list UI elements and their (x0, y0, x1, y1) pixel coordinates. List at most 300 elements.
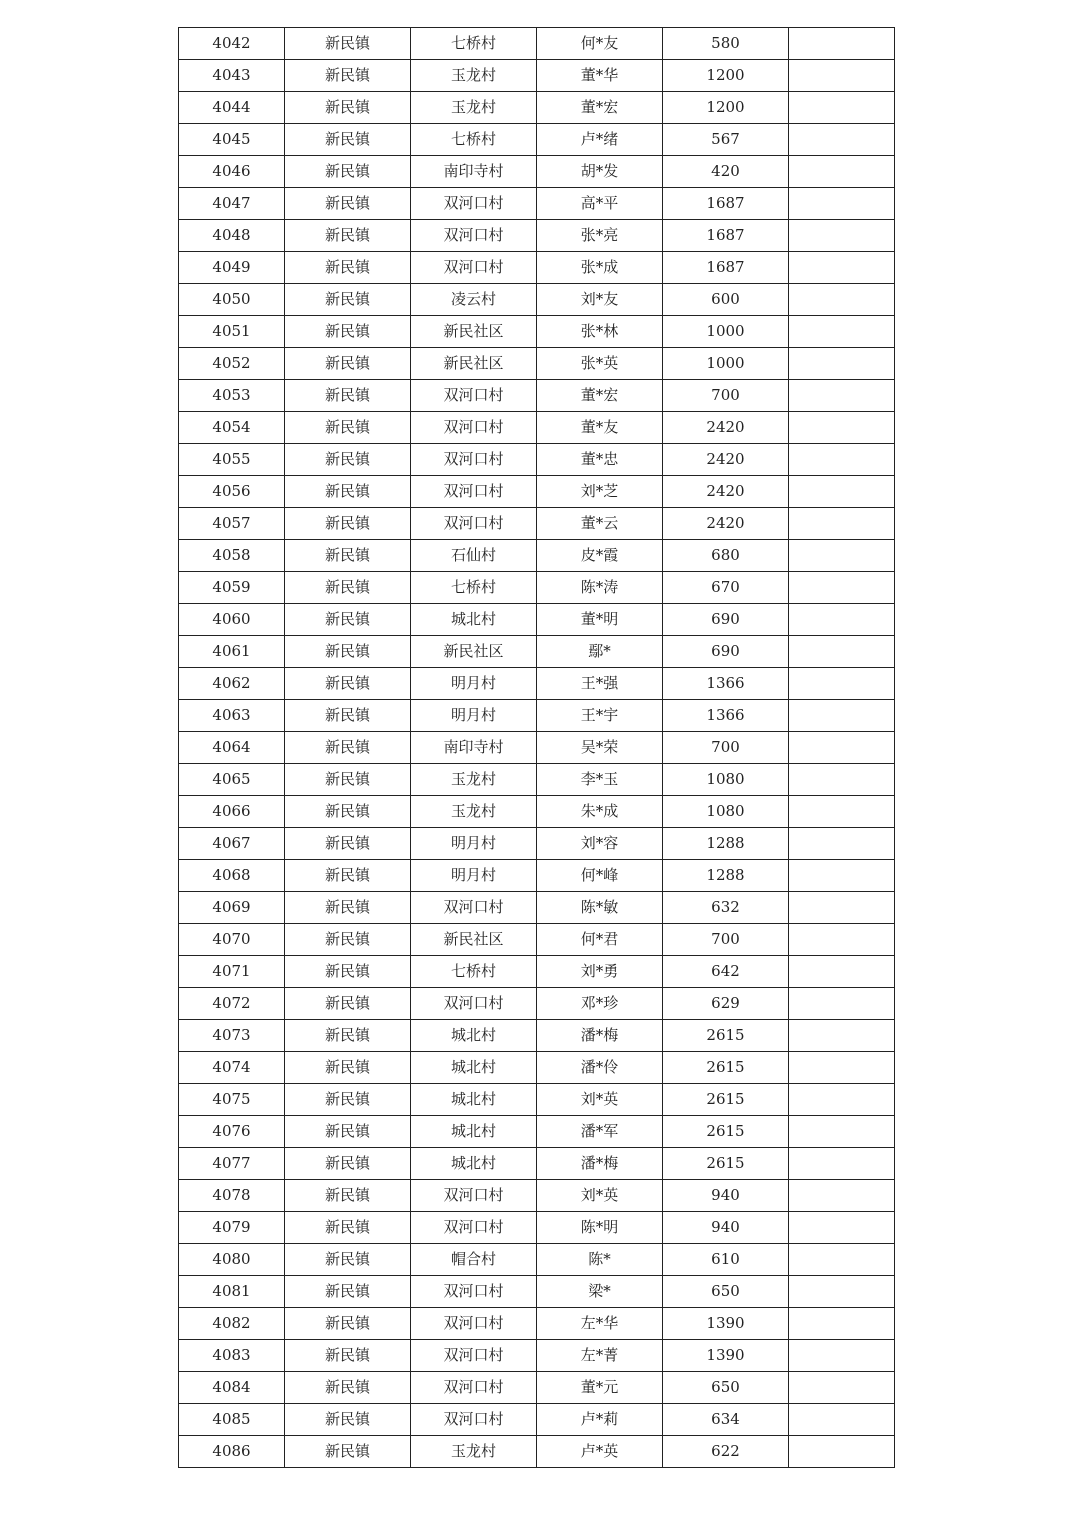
serial-number-cell: 4069 (179, 892, 285, 924)
village-cell: 石仙村 (411, 540, 537, 572)
table-row (179, 604, 895, 636)
amount-cell: 670 (663, 572, 789, 604)
village-cell: 新民社区 (411, 348, 537, 380)
serial-number-cell: 4082 (179, 1308, 285, 1340)
town-cell: 新民镇 (285, 156, 411, 188)
remark-cell (789, 380, 895, 412)
village-cell: 双河口村 (411, 988, 537, 1020)
name-cell: 何*友 (537, 28, 663, 60)
remark-cell (789, 1084, 895, 1116)
village-cell: 南印寺村 (411, 732, 537, 764)
amount-cell: 1687 (663, 188, 789, 220)
village-cell: 双河口村 (411, 508, 537, 540)
village-cell: 双河口村 (411, 220, 537, 252)
town-cell: 新民镇 (285, 92, 411, 124)
name-cell: 董*云 (537, 508, 663, 540)
remark-cell (789, 284, 895, 316)
town-cell: 新民镇 (285, 668, 411, 700)
village-cell: 城北村 (411, 1116, 537, 1148)
serial-number-cell: 4084 (179, 1372, 285, 1404)
amount-cell: 2615 (663, 1116, 789, 1148)
village-cell: 玉龙村 (411, 92, 537, 124)
table-row (179, 60, 895, 92)
name-cell: 刘*英 (537, 1180, 663, 1212)
serial-number-cell: 4051 (179, 316, 285, 348)
town-cell: 新民镇 (285, 1084, 411, 1116)
amount-cell: 634 (663, 1404, 789, 1436)
serial-number-cell: 4083 (179, 1340, 285, 1372)
remark-cell (789, 1436, 895, 1468)
serial-number-cell: 4050 (179, 284, 285, 316)
remark-cell (789, 924, 895, 956)
serial-number-cell: 4059 (179, 572, 285, 604)
village-cell: 明月村 (411, 860, 537, 892)
town-cell: 新民镇 (285, 828, 411, 860)
town-cell: 新民镇 (285, 1308, 411, 1340)
name-cell: 董*华 (537, 60, 663, 92)
table-row (179, 316, 895, 348)
table-row (179, 1372, 895, 1404)
name-cell: 潘*梅 (537, 1020, 663, 1052)
name-cell: 刘*友 (537, 284, 663, 316)
name-cell: 鄢* (537, 636, 663, 668)
village-cell: 新民社区 (411, 636, 537, 668)
table-row (179, 1276, 895, 1308)
serial-number-cell: 4060 (179, 604, 285, 636)
serial-number-cell: 4057 (179, 508, 285, 540)
name-cell: 张*亮 (537, 220, 663, 252)
remark-cell (789, 156, 895, 188)
table-row (179, 1180, 895, 1212)
amount-cell: 2615 (663, 1020, 789, 1052)
remark-cell (789, 1180, 895, 1212)
village-cell: 凌云村 (411, 284, 537, 316)
amount-cell: 1080 (663, 796, 789, 828)
amount-cell: 700 (663, 924, 789, 956)
remark-cell (789, 540, 895, 572)
village-cell: 双河口村 (411, 444, 537, 476)
town-cell: 新民镇 (285, 508, 411, 540)
table-row (179, 1148, 895, 1180)
amount-cell: 2420 (663, 508, 789, 540)
table-row (179, 92, 895, 124)
table-row (179, 444, 895, 476)
serial-number-cell: 4064 (179, 732, 285, 764)
serial-number-cell: 4044 (179, 92, 285, 124)
remark-cell (789, 220, 895, 252)
name-cell: 刘*勇 (537, 956, 663, 988)
table-row (179, 28, 895, 60)
name-cell: 何*君 (537, 924, 663, 956)
name-cell: 何*峰 (537, 860, 663, 892)
amount-cell: 690 (663, 636, 789, 668)
serial-number-cell: 4085 (179, 1404, 285, 1436)
remark-cell (789, 188, 895, 220)
remark-cell (789, 444, 895, 476)
amount-cell: 690 (663, 604, 789, 636)
table-row (179, 668, 895, 700)
table-row (179, 764, 895, 796)
town-cell: 新民镇 (285, 380, 411, 412)
serial-number-cell: 4079 (179, 1212, 285, 1244)
village-cell: 七桥村 (411, 28, 537, 60)
serial-number-cell: 4077 (179, 1148, 285, 1180)
amount-cell: 1000 (663, 316, 789, 348)
village-cell: 双河口村 (411, 188, 537, 220)
name-cell: 潘*梅 (537, 1148, 663, 1180)
table-row (179, 860, 895, 892)
village-cell: 七桥村 (411, 956, 537, 988)
amount-cell: 1366 (663, 668, 789, 700)
amount-cell: 629 (663, 988, 789, 1020)
town-cell: 新民镇 (285, 796, 411, 828)
remark-cell (789, 892, 895, 924)
serial-number-cell: 4061 (179, 636, 285, 668)
table-row (179, 252, 895, 284)
amount-cell: 1687 (663, 220, 789, 252)
serial-number-cell: 4047 (179, 188, 285, 220)
serial-number-cell: 4046 (179, 156, 285, 188)
table-row (179, 1404, 895, 1436)
town-cell: 新民镇 (285, 1372, 411, 1404)
remark-cell (789, 1116, 895, 1148)
remark-cell (789, 1276, 895, 1308)
name-cell: 梁* (537, 1276, 663, 1308)
serial-number-cell: 4063 (179, 700, 285, 732)
amount-cell: 420 (663, 156, 789, 188)
town-cell: 新民镇 (285, 540, 411, 572)
table-body (179, 28, 895, 1468)
serial-number-cell: 4052 (179, 348, 285, 380)
name-cell: 刘*芝 (537, 476, 663, 508)
table-row (179, 828, 895, 860)
village-cell: 玉龙村 (411, 60, 537, 92)
remark-cell (789, 28, 895, 60)
amount-cell: 642 (663, 956, 789, 988)
name-cell: 董*宏 (537, 380, 663, 412)
name-cell: 皮*霞 (537, 540, 663, 572)
town-cell: 新民镇 (285, 28, 411, 60)
village-cell: 七桥村 (411, 124, 537, 156)
name-cell: 陈*涛 (537, 572, 663, 604)
village-cell: 双河口村 (411, 892, 537, 924)
village-cell: 双河口村 (411, 1180, 537, 1212)
town-cell: 新民镇 (285, 412, 411, 444)
amount-cell: 622 (663, 1436, 789, 1468)
name-cell: 李*玉 (537, 764, 663, 796)
remark-cell (789, 508, 895, 540)
remark-cell (789, 124, 895, 156)
amount-cell: 1390 (663, 1340, 789, 1372)
table-row (179, 1020, 895, 1052)
remark-cell (789, 796, 895, 828)
amount-cell: 600 (663, 284, 789, 316)
village-cell: 城北村 (411, 1148, 537, 1180)
amount-cell: 2615 (663, 1052, 789, 1084)
remark-cell (789, 956, 895, 988)
remark-cell (789, 412, 895, 444)
remark-cell (789, 860, 895, 892)
amount-cell: 610 (663, 1244, 789, 1276)
remark-cell (789, 1404, 895, 1436)
serial-number-cell: 4081 (179, 1276, 285, 1308)
village-cell: 明月村 (411, 828, 537, 860)
town-cell: 新民镇 (285, 1436, 411, 1468)
table-row (179, 412, 895, 444)
serial-number-cell: 4080 (179, 1244, 285, 1276)
town-cell: 新民镇 (285, 1212, 411, 1244)
village-cell: 城北村 (411, 1052, 537, 1084)
village-cell: 城北村 (411, 1020, 537, 1052)
name-cell: 刘*容 (537, 828, 663, 860)
table-row (179, 572, 895, 604)
serial-number-cell: 4065 (179, 764, 285, 796)
serial-number-cell: 4071 (179, 956, 285, 988)
serial-number-cell: 4068 (179, 860, 285, 892)
town-cell: 新民镇 (285, 316, 411, 348)
name-cell: 潘*军 (537, 1116, 663, 1148)
serial-number-cell: 4076 (179, 1116, 285, 1148)
serial-number-cell: 4086 (179, 1436, 285, 1468)
table-row (179, 988, 895, 1020)
remark-cell (789, 1340, 895, 1372)
village-cell: 双河口村 (411, 1372, 537, 1404)
table-row (179, 1116, 895, 1148)
table-row (179, 476, 895, 508)
amount-cell: 700 (663, 380, 789, 412)
name-cell: 吴*荣 (537, 732, 663, 764)
town-cell: 新民镇 (285, 700, 411, 732)
remark-cell (789, 1148, 895, 1180)
remark-cell (789, 1372, 895, 1404)
amount-cell: 700 (663, 732, 789, 764)
name-cell: 张*林 (537, 316, 663, 348)
village-cell: 明月村 (411, 668, 537, 700)
amount-cell: 1390 (663, 1308, 789, 1340)
table-row (179, 1052, 895, 1084)
table-row (179, 892, 895, 924)
village-cell: 双河口村 (411, 1340, 537, 1372)
remark-cell (789, 1308, 895, 1340)
village-cell: 明月村 (411, 700, 537, 732)
table-row (179, 636, 895, 668)
serial-number-cell: 4053 (179, 380, 285, 412)
village-cell: 城北村 (411, 1084, 537, 1116)
village-cell: 双河口村 (411, 1308, 537, 1340)
town-cell: 新民镇 (285, 732, 411, 764)
table-row (179, 796, 895, 828)
town-cell: 新民镇 (285, 188, 411, 220)
town-cell: 新民镇 (285, 764, 411, 796)
name-cell: 邓*珍 (537, 988, 663, 1020)
name-cell: 张*英 (537, 348, 663, 380)
town-cell: 新民镇 (285, 1244, 411, 1276)
name-cell: 董*忠 (537, 444, 663, 476)
name-cell: 卢*莉 (537, 1404, 663, 1436)
town-cell: 新民镇 (285, 1404, 411, 1436)
name-cell: 陈*明 (537, 1212, 663, 1244)
name-cell: 胡*发 (537, 156, 663, 188)
table-row (179, 540, 895, 572)
table-row (179, 508, 895, 540)
remark-cell (789, 700, 895, 732)
village-cell: 城北村 (411, 604, 537, 636)
amount-cell: 2420 (663, 412, 789, 444)
remark-cell (789, 92, 895, 124)
data-table (178, 27, 895, 1468)
amount-cell: 1366 (663, 700, 789, 732)
name-cell: 高*平 (537, 188, 663, 220)
amount-cell: 1288 (663, 860, 789, 892)
village-cell: 七桥村 (411, 572, 537, 604)
name-cell: 董*宏 (537, 92, 663, 124)
table-row (179, 1308, 895, 1340)
table-row (179, 1212, 895, 1244)
remark-cell (789, 572, 895, 604)
town-cell: 新民镇 (285, 60, 411, 92)
village-cell: 玉龙村 (411, 796, 537, 828)
village-cell: 双河口村 (411, 476, 537, 508)
town-cell: 新民镇 (285, 892, 411, 924)
town-cell: 新民镇 (285, 1116, 411, 1148)
serial-number-cell: 4067 (179, 828, 285, 860)
town-cell: 新民镇 (285, 1276, 411, 1308)
village-cell: 双河口村 (411, 412, 537, 444)
amount-cell: 1000 (663, 348, 789, 380)
name-cell: 张*成 (537, 252, 663, 284)
town-cell: 新民镇 (285, 252, 411, 284)
town-cell: 新民镇 (285, 572, 411, 604)
remark-cell (789, 1020, 895, 1052)
remark-cell (789, 1244, 895, 1276)
town-cell: 新民镇 (285, 124, 411, 156)
table-row (179, 284, 895, 316)
table-row (179, 956, 895, 988)
table-row (179, 924, 895, 956)
table-row (179, 156, 895, 188)
amount-cell: 940 (663, 1212, 789, 1244)
village-cell: 双河口村 (411, 1276, 537, 1308)
town-cell: 新民镇 (285, 348, 411, 380)
town-cell: 新民镇 (285, 988, 411, 1020)
name-cell: 陈* (537, 1244, 663, 1276)
table-row (179, 1244, 895, 1276)
remark-cell (789, 60, 895, 92)
serial-number-cell: 4070 (179, 924, 285, 956)
amount-cell: 650 (663, 1276, 789, 1308)
serial-number-cell: 4072 (179, 988, 285, 1020)
remark-cell (789, 636, 895, 668)
name-cell: 潘*伶 (537, 1052, 663, 1084)
town-cell: 新民镇 (285, 924, 411, 956)
name-cell: 左*菁 (537, 1340, 663, 1372)
amount-cell: 580 (663, 28, 789, 60)
serial-number-cell: 4045 (179, 124, 285, 156)
name-cell: 卢*绪 (537, 124, 663, 156)
serial-number-cell: 4049 (179, 252, 285, 284)
table-row (179, 1436, 895, 1468)
remark-cell (789, 732, 895, 764)
amount-cell: 1200 (663, 92, 789, 124)
name-cell: 朱*成 (537, 796, 663, 828)
amount-cell: 940 (663, 1180, 789, 1212)
amount-cell: 2420 (663, 476, 789, 508)
amount-cell: 1687 (663, 252, 789, 284)
village-cell: 帽合村 (411, 1244, 537, 1276)
name-cell: 陈*敏 (537, 892, 663, 924)
remark-cell (789, 316, 895, 348)
serial-number-cell: 4074 (179, 1052, 285, 1084)
town-cell: 新民镇 (285, 1052, 411, 1084)
amount-cell: 1200 (663, 60, 789, 92)
amount-cell: 680 (663, 540, 789, 572)
table-row (179, 732, 895, 764)
serial-number-cell: 4055 (179, 444, 285, 476)
remark-cell (789, 252, 895, 284)
amount-cell: 650 (663, 1372, 789, 1404)
village-cell: 玉龙村 (411, 764, 537, 796)
remark-cell (789, 1052, 895, 1084)
serial-number-cell: 4066 (179, 796, 285, 828)
town-cell: 新民镇 (285, 1180, 411, 1212)
table-row (179, 700, 895, 732)
town-cell: 新民镇 (285, 476, 411, 508)
table-row (179, 348, 895, 380)
table-row (179, 220, 895, 252)
town-cell: 新民镇 (285, 1340, 411, 1372)
serial-number-cell: 4042 (179, 28, 285, 60)
village-cell: 玉龙村 (411, 1436, 537, 1468)
village-cell: 双河口村 (411, 1404, 537, 1436)
village-cell: 双河口村 (411, 380, 537, 412)
town-cell: 新民镇 (285, 1148, 411, 1180)
serial-number-cell: 4048 (179, 220, 285, 252)
town-cell: 新民镇 (285, 636, 411, 668)
serial-number-cell: 4054 (179, 412, 285, 444)
table-row (179, 1084, 895, 1116)
remark-cell (789, 1212, 895, 1244)
name-cell: 王*强 (537, 668, 663, 700)
amount-cell: 2420 (663, 444, 789, 476)
village-cell: 新民社区 (411, 924, 537, 956)
village-cell: 双河口村 (411, 1212, 537, 1244)
serial-number-cell: 4062 (179, 668, 285, 700)
amount-cell: 632 (663, 892, 789, 924)
serial-number-cell: 4075 (179, 1084, 285, 1116)
village-cell: 南印寺村 (411, 156, 537, 188)
table-row (179, 188, 895, 220)
serial-number-cell: 4043 (179, 60, 285, 92)
serial-number-cell: 4073 (179, 1020, 285, 1052)
town-cell: 新民镇 (285, 444, 411, 476)
remark-cell (789, 988, 895, 1020)
remark-cell (789, 764, 895, 796)
town-cell: 新民镇 (285, 220, 411, 252)
remark-cell (789, 604, 895, 636)
name-cell: 左*华 (537, 1308, 663, 1340)
name-cell: 刘*英 (537, 1084, 663, 1116)
amount-cell: 1288 (663, 828, 789, 860)
name-cell: 王*宇 (537, 700, 663, 732)
town-cell: 新民镇 (285, 956, 411, 988)
name-cell: 董*元 (537, 1372, 663, 1404)
remark-cell (789, 476, 895, 508)
serial-number-cell: 4058 (179, 540, 285, 572)
table-row (179, 380, 895, 412)
name-cell: 卢*英 (537, 1436, 663, 1468)
serial-number-cell: 4056 (179, 476, 285, 508)
name-cell: 董*友 (537, 412, 663, 444)
